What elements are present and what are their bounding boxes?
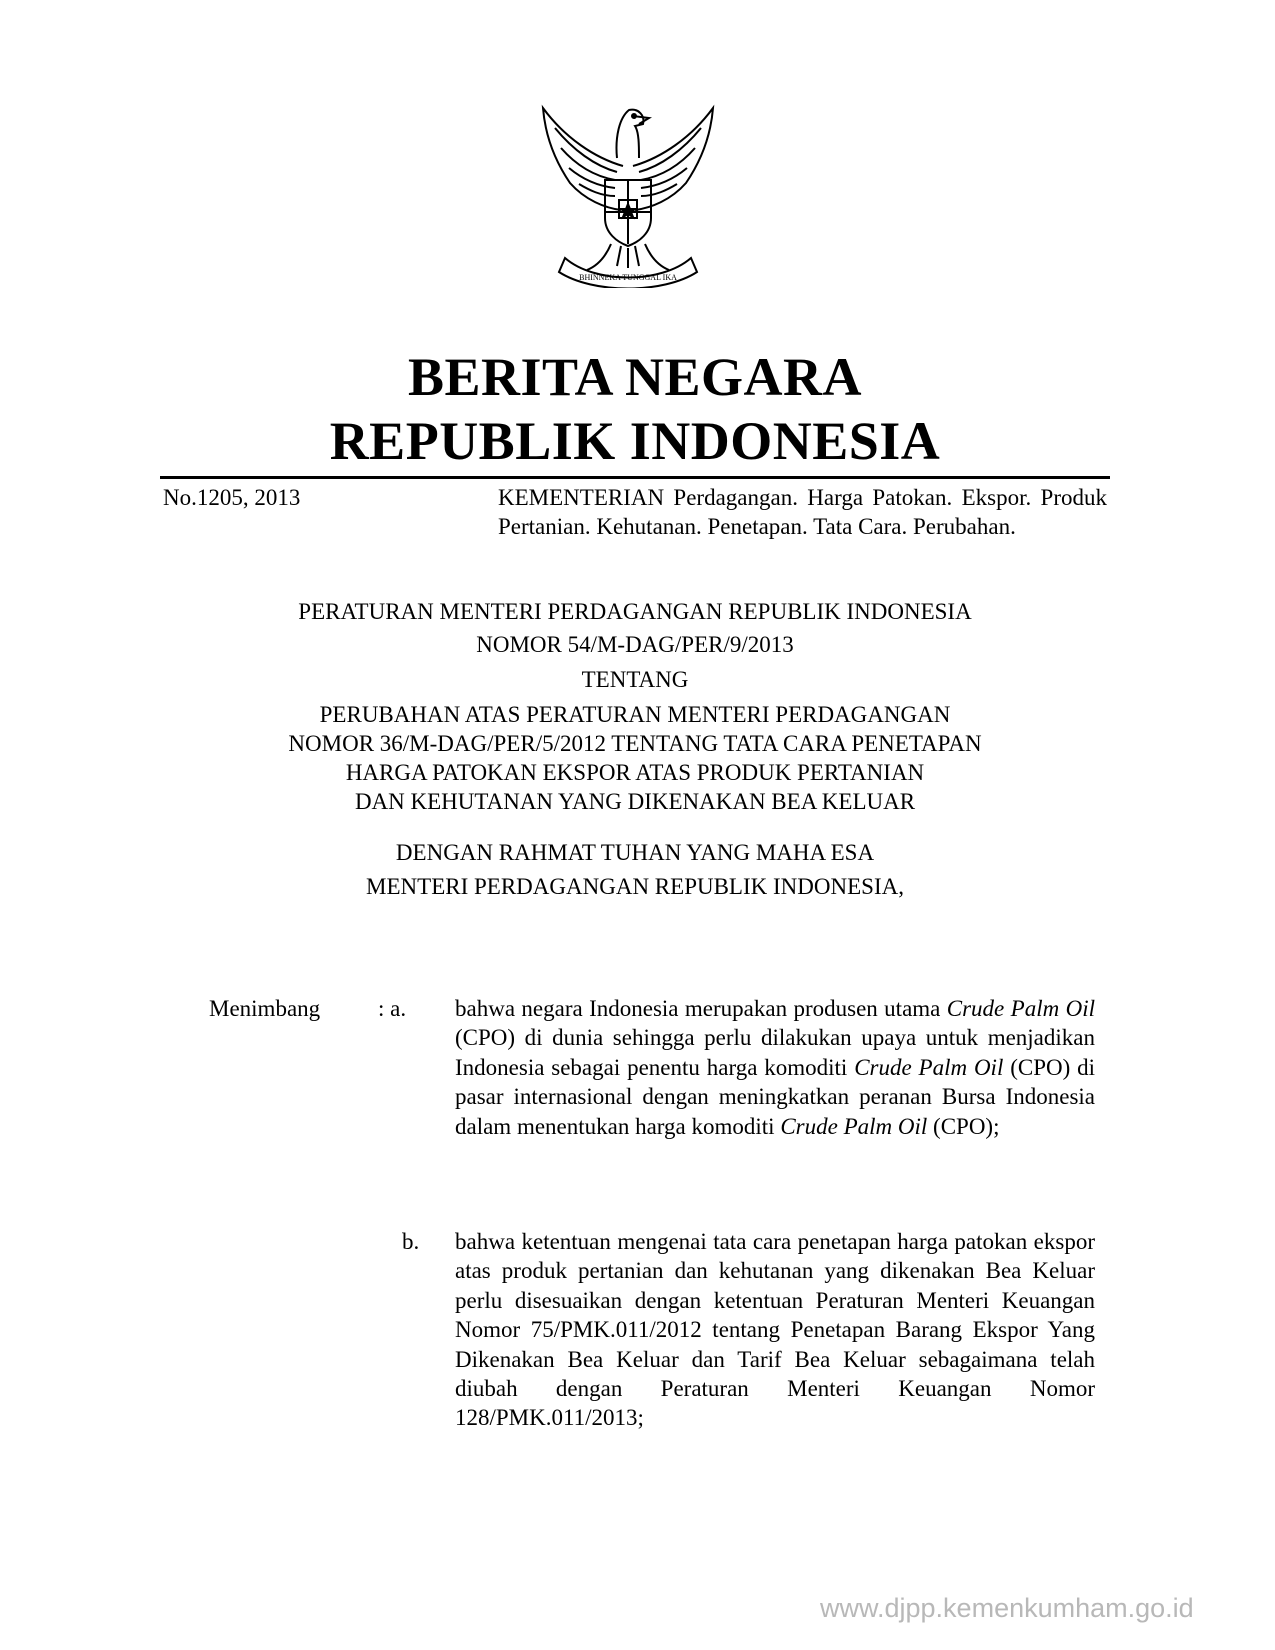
gazette-number: No.1205, 2013 <box>163 485 301 510</box>
menimbang-item-a: bahwa negara Indonesia merupakan produsen utama Crude Palm Oil (CPO) di dunia sehingga perlu dilakukan upaya untuk menjadikan Indonesia sebagai penentu harga komoditi Crude Palm Oil (CPO) di pasar internasional dengan meningkatkan peranan Bursa Indonesia dalam menentukan harga komoditi Crude Palm Oil (CPO); <box>455 996 1095 1139</box>
motto-text: BHINNEKA TUNGGAL IKA <box>579 273 677 282</box>
gazette-subject: KEMENTERIAN Perdagangan. Harga Patokan. Ekspor. Produk Pertanian. Kehutanan. Penetapan. Tata Cara. Perubahan. <box>498 485 1107 539</box>
regulation-tentang: TENTANG <box>581 667 689 692</box>
regulation-title-line: NOMOR 36/M-DAG/PER/5/2012 TENTANG TATA CARA PENETAPAN <box>288 731 982 756</box>
menimbang-item-b: bahwa ketentuan mengenai tata cara penetapan harga patokan ekspor atas produk pertanian dan kehutanan yang dikenakan Bea Keluar perlu disesuaikan dengan ketentuan Peraturan Menteri Keuangan Nomor 75/PMK.011/2012 tentang Penetapan Barang Ekspor Yang Dikenakan Bea Keluar dan Tarif Bea Keluar sebagaimana telah diubah dengan Peraturan Menteri Keuangan Nomor 128/PMK.011/2013; <box>455 1229 1095 1431</box>
regulation-title-line: PERUBAHAN ATAS PERATURAN MENTERI PERDAGANGAN <box>319 702 951 727</box>
regulation-title-line: HARGA PATOKAN EKSPOR ATAS PRODUK PERTANIAN <box>345 760 925 785</box>
preamble-rahmat: DENGAN RAHMAT TUHAN YANG MAHA ESA <box>395 840 875 865</box>
source-watermark: www.djpp.kemenkumham.go.id <box>820 1593 1194 1623</box>
item-b-marker: b. <box>402 1229 420 1254</box>
item-a-marker: : a. <box>378 996 407 1021</box>
regulation-number: NOMOR 54/M-DAG/PER/9/2013 <box>476 632 794 657</box>
regulation-title-line: DAN KEHUTANAN YANG DIKENAKAN BEA KELUAR <box>354 789 916 814</box>
garuda-emblem-icon <box>535 88 721 288</box>
masthead-title-line2: REPUBLIK INDONESIA <box>329 411 941 471</box>
regulation-heading: PERATURAN MENTERI PERDAGANGAN REPUBLIK INDONESIA <box>298 599 972 624</box>
menimbang-label: Menimbang <box>209 996 321 1021</box>
header-divider <box>160 476 1110 479</box>
masthead-title-line1: BERITA NEGARA <box>407 347 863 407</box>
preamble-menteri: MENTERI PERDAGANGAN REPUBLIK INDONESIA, <box>366 874 904 899</box>
